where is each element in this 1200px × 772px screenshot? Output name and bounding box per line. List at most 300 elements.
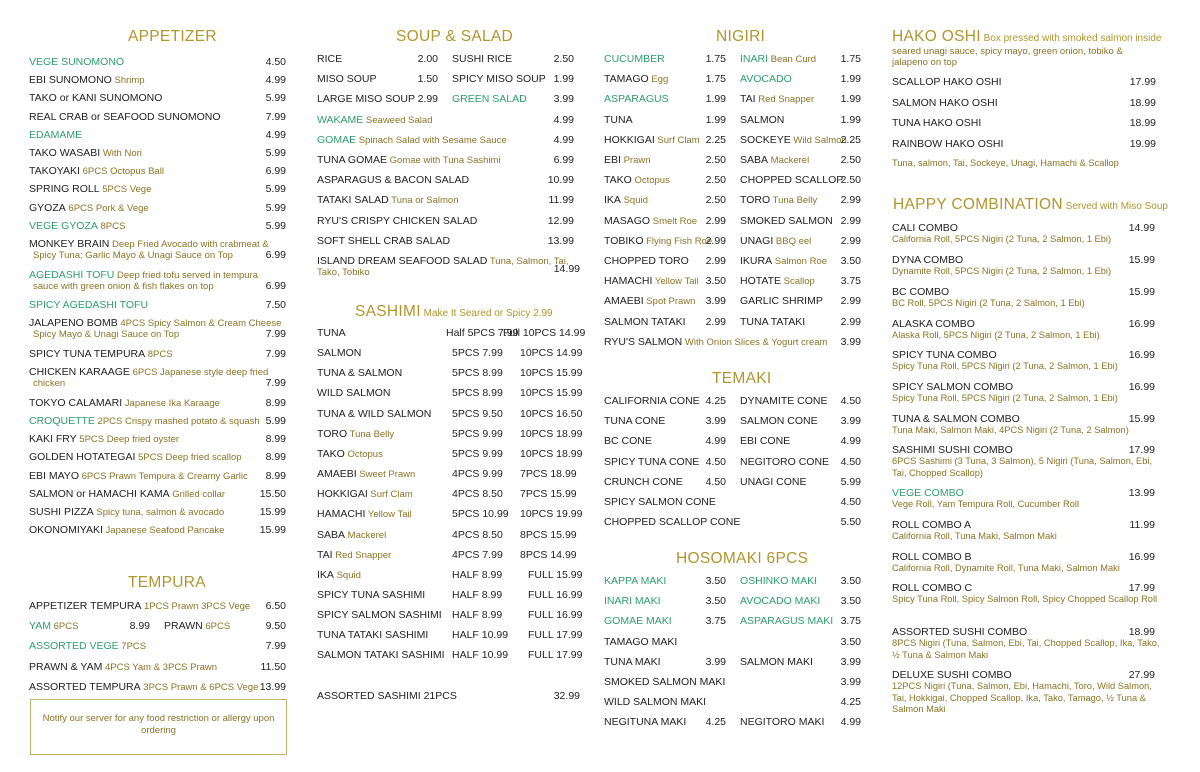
full-price: FULL 16.99: [528, 588, 583, 601]
item-desc: Japanese Ika Karaage: [122, 397, 220, 409]
combo-desc: California Roll, Dynamite Roll, Tuna Maki, Salmon Maki: [892, 563, 1120, 573]
menu-item: [29, 56, 124, 69]
section-subtitle: Served with Miso Soup: [1062, 201, 1168, 212]
item-name: SPICY AGEDASHI TOFU: [29, 299, 149, 312]
item-desc: Sweet Prawn: [356, 469, 416, 481]
item-price: 5.50: [840, 516, 861, 529]
item-price: 17.99: [1128, 444, 1155, 456]
item-name: CALI COMBO: [892, 222, 958, 234]
item-desc: Deep fried tofu served in tempura: [114, 269, 259, 281]
item-price: 27.99: [1128, 669, 1155, 681]
menu-item: [317, 215, 477, 228]
menu-item: [317, 408, 431, 421]
item-name: CRUNCH CONE: [604, 475, 683, 488]
menu-item: [740, 53, 816, 66]
item-name: LARGE MISO SOUP: [317, 93, 416, 106]
item-name: ROLL COMBO C: [892, 582, 973, 594]
menu-item: [317, 327, 346, 340]
item-price: 6.50: [265, 600, 286, 612]
item-name: REAL CRAB or SEAFOOD SUNOMONO: [29, 110, 221, 123]
item-desc: Grilled collar: [169, 488, 226, 500]
item-price: 3.99: [705, 655, 726, 668]
item-desc: Wild Salmon: [790, 134, 847, 146]
full-price: FULL 17.99: [528, 649, 583, 662]
item-price: 18.99: [1129, 96, 1156, 109]
menu-item: [740, 255, 827, 268]
menu-item: [604, 696, 706, 709]
item-price: 5.99: [265, 415, 286, 427]
menu-item: [740, 114, 784, 127]
half-price: 5PCS 9.50: [452, 407, 503, 420]
menu-item: [29, 220, 125, 233]
item-desc: Octopus: [344, 448, 383, 460]
full-price: 8PCS 15.99: [520, 528, 577, 541]
item-price: 18.99: [1129, 117, 1156, 129]
item-price: 1.99: [705, 93, 726, 106]
item-price: 13.99: [1128, 487, 1155, 499]
menu-item: [29, 129, 82, 142]
menu-item: [317, 529, 386, 542]
menu-item: [740, 235, 811, 248]
menu-item: [740, 716, 824, 729]
item-name: SASHIMI SUSHI COMBO: [892, 444, 1013, 456]
item-desc: Salmon Roe: [772, 256, 828, 267]
nigiri-header: [716, 28, 765, 46]
menu-item: [604, 456, 699, 469]
item-name: SALMON CONE: [740, 415, 818, 428]
section-subtitle: Make It Seared or Spicy 2.99: [420, 308, 553, 319]
item-name: SOFT SHELL CRAB SALAD: [317, 234, 451, 247]
menu-item: [740, 174, 843, 187]
item-price: 5.99: [265, 201, 286, 214]
item-price: 3.50: [840, 255, 861, 267]
temaki-header: [712, 370, 772, 388]
item-name: CHOPPED SCALLOP: [740, 174, 844, 187]
item-name: CUCUMBER: [604, 53, 665, 65]
menu-item: [604, 154, 651, 167]
menu-item: [740, 395, 828, 408]
item-price: 2.25: [705, 133, 726, 146]
half-price: 5PCS 9.99: [452, 447, 503, 460]
item-name: TUNA & SALMON: [317, 367, 403, 380]
combo-desc: Alaska Roll, 5PCS Nigiri (2 Tuna, 2 Salmon, 1 Ebi): [892, 330, 1100, 340]
combo-desc: BC Roll, 5PCS Nigiri (2 Tuna, 2 Salmon, 1 Ebi): [892, 298, 1085, 308]
menu-item: [29, 147, 142, 160]
item-name: TAI: [317, 548, 333, 561]
menu-item: [29, 506, 224, 519]
item-price: 14.99: [553, 263, 580, 275]
combo-desc: Tuna Maki, Salmon Maki, 4PCS Nigiri (2 Tuna, 2 Salmon): [892, 425, 1129, 435]
menu-item: [317, 468, 415, 481]
half-price: Half 5PCS 7.99: [446, 327, 519, 339]
item-name: TUNA TATAKI: [740, 315, 806, 328]
menu-item: [892, 117, 981, 130]
menu-item: [317, 508, 412, 521]
item-name: TUNA: [604, 113, 633, 126]
item-name: CHOPPED SCALLOP CONE: [604, 516, 741, 529]
item-desc: 1PCS Prawn 3PCS Vege: [141, 601, 251, 612]
menu-item: [892, 97, 998, 110]
item-desc: Tuna or Salmon: [388, 195, 459, 207]
soup-salad-header: [396, 28, 513, 46]
item-name: SPICY SALMON COMBO: [892, 381, 1014, 393]
item-name: OKONOMIYAKI: [29, 524, 103, 537]
menu-item: [740, 656, 813, 669]
item-name: IKURA: [740, 255, 773, 267]
half-price: 4PCS 7.99: [452, 548, 503, 561]
item-name: TOKYO CALAMARI: [29, 396, 123, 409]
combo-desc: 6PCS Sashimi (3 Tuna, 3 Salmon), 5 Nigiri (Tuna, Salmon, Ebi, Tai, Chopped Scallop): [892, 456, 1153, 478]
full-price: 10PCS 16.50: [520, 407, 583, 420]
menu-item: [29, 640, 146, 653]
menu-item: [604, 716, 686, 729]
item-price: 1.99: [705, 113, 726, 126]
item-price: 15.99: [259, 524, 286, 537]
item-name: TAKO WASABI: [29, 147, 101, 159]
menu-item: [317, 114, 432, 127]
item-price: 1.75: [705, 53, 726, 65]
combo-desc: 12PCS Nigiri (Tuna, Salmon, Ebi, Hamachi, Toro, Wild Salmon, Tai, Hokkigai, Chopped Scallop, Ika, Tako, Tamago, ½ Tuna & Salmon Maki: [892, 681, 1152, 714]
item-desc: 4PCS Yam & 3PCS Prawn: [102, 661, 218, 673]
section-title: TEMAKI: [712, 370, 772, 387]
item-name: AMAEBI: [317, 468, 357, 481]
section-title: SOUP & SALAD: [396, 28, 514, 45]
item-price: 3.99: [705, 295, 726, 308]
item-name: ASSORTED VEGE: [29, 640, 119, 653]
menu-item: [317, 448, 383, 461]
item-name: TUNA HAKO OSHI: [892, 117, 982, 129]
menu-item: [317, 589, 425, 602]
item-price: 14.99: [1128, 222, 1155, 234]
item-price: 5.99: [265, 92, 286, 105]
combo-desc: Spicy Tuna Roll, 5PCS Nigiri (2 Tuna, 2 Salmon, 1 Ebi): [892, 393, 1118, 403]
item-name: HAMACHI: [604, 275, 653, 288]
item-price: 1.99: [840, 113, 861, 126]
item-price: 3.50: [705, 575, 726, 587]
item-price: 3.99: [840, 415, 861, 428]
item-price: 5.99: [840, 475, 861, 488]
item-name: BC COMBO: [892, 286, 950, 298]
item-price: 5.99: [265, 219, 286, 232]
item-price: 1.75: [705, 73, 726, 86]
section-title: HAKO OSHI: [892, 28, 981, 45]
item-desc: Squid: [333, 569, 361, 581]
menu-item: [29, 348, 173, 361]
item-desc: Spicy tuna, salmon & avocado: [93, 507, 225, 518]
full-price: 7PCS 18.99: [520, 468, 577, 481]
item-price: 11.99: [1129, 519, 1155, 531]
menu-item: [452, 53, 512, 66]
item-desc: Prawn: [620, 155, 651, 166]
item-name: PRAWN & YAM: [29, 660, 103, 673]
item-name: AVOCADO MAKI: [740, 595, 821, 608]
combo-desc: California Roll, 5PCS Nigiri (2 Tuna, 2 Salmon, 1 Ebi): [892, 234, 1112, 244]
item-name: TORO: [317, 427, 348, 440]
menu-item: [452, 93, 527, 106]
item-price: 1.50: [417, 73, 438, 86]
menu-item: [317, 387, 391, 400]
item-price: 2.99: [705, 315, 726, 328]
item-price: 4.25: [705, 395, 726, 407]
menu-item: [604, 415, 665, 428]
menu-item: [604, 275, 699, 288]
half-price: HALF 10.99: [452, 649, 509, 662]
item-name: JALAPENO BOMB: [29, 317, 118, 330]
item-name: TUNA TATAKI SASHIMI: [317, 629, 429, 642]
item-price: 3.50: [840, 595, 861, 608]
half-price: 5PCS 8.99: [452, 367, 503, 380]
item-price: 8.99: [265, 396, 286, 409]
item-desc: Spinach Salad with Sesame Sauce: [356, 134, 507, 146]
item-price: 3.75: [840, 275, 861, 288]
item-price: 4.99: [840, 435, 861, 448]
item-name: AMAEBI: [604, 295, 644, 308]
item-name: CHICKEN KARAAGE: [29, 366, 130, 379]
menu-item: [29, 661, 217, 674]
menu-item: [317, 194, 459, 207]
item-name: WILD SALMON MAKI: [604, 696, 707, 709]
item-price: 7.99: [265, 377, 286, 390]
combo-desc: 8PCS Nigiri (Tuna, Salmon, Ebi, Tai, Chopped Scallop, Ika, Tako, ½ Tuna & Salmon Maki: [892, 638, 1160, 660]
item-price: 17.99: [1129, 76, 1156, 88]
menu-item: [29, 433, 179, 446]
item-desc: Yellow Tail: [365, 509, 412, 521]
section-title: APPETIZER: [128, 28, 217, 45]
menu-item: [740, 316, 805, 329]
item-name: GARLIC SHRIMP: [740, 295, 823, 308]
menu-item: [317, 73, 377, 86]
item-name: TUNA & SALMON COMBO: [892, 413, 1020, 425]
menu-item: [604, 93, 669, 106]
half-price: 4PCS 9.99: [452, 468, 503, 481]
item-name: EBI CONE: [740, 435, 791, 448]
item-name: SPICY TUNA COMBO: [892, 349, 997, 361]
item-price: 2.99: [840, 214, 861, 227]
menu-item: [604, 595, 661, 608]
item-price: 6.99: [265, 249, 286, 261]
item-desc: Japanese Seafood Pancake: [102, 525, 225, 537]
item-name: NEGITUNA MAKI: [604, 716, 687, 729]
item-price: 9.50: [265, 620, 286, 633]
half-price: HALF 8.99: [452, 609, 503, 622]
half-price: 4PCS 8.50: [452, 488, 503, 501]
item-desc: Deep Fried Avocado with crabmeat &: [109, 239, 269, 250]
item-price: 10.99: [547, 174, 574, 187]
item-price: 11.50: [260, 660, 286, 673]
item-name: HOKKIGAI: [604, 133, 655, 146]
item-desc-line2: chicken: [33, 378, 66, 390]
item-name: SPICY SALMON CONE: [604, 496, 716, 508]
item-name: HOKKIGAI: [317, 488, 368, 501]
item-price: 32.99: [553, 690, 580, 702]
item-desc-line2: sauce with green onion & fish flakes on top: [33, 280, 214, 292]
item-name: APPETIZER TEMPURA: [29, 600, 142, 612]
combo-desc: Spicy Tuna Roll, Spicy Salmon Roll, Spicy Chopped Scallop Roll: [892, 594, 1158, 604]
item-name: ROLL COMBO B: [892, 551, 972, 563]
item-price: 16.99: [1128, 551, 1155, 563]
half-price: HALF 8.99: [452, 568, 503, 581]
menu-item: [317, 154, 501, 167]
item-name: SPICY TUNA CONE: [604, 455, 700, 468]
menu-item: [452, 73, 546, 86]
item-name: CROQUETTE: [29, 415, 95, 427]
item-price: 1.75: [840, 53, 861, 65]
item-name: SPICY TUNA SASHIMI: [317, 588, 426, 601]
item-name: SPRING ROLL: [29, 183, 100, 196]
item-desc: Smelt Roe: [650, 215, 698, 227]
full-price: 10PCS 18.99: [520, 427, 583, 440]
item-price: 2.50: [705, 174, 726, 187]
item-name: CALIFORNIA CONE: [604, 395, 700, 407]
item-desc: 5PCS Deep fried oyster: [76, 434, 180, 446]
item-price: 4.99: [265, 74, 286, 87]
menu-item: [317, 53, 342, 66]
item-name: SALMON TATAKI: [604, 315, 686, 328]
section-title: SASHIMI: [355, 303, 421, 320]
item-desc: Squid: [620, 195, 648, 207]
item-name: ASPARAGUS MAKI: [740, 615, 834, 628]
menu-item: [29, 165, 164, 178]
full-price: 7PCS 15.99: [520, 488, 577, 501]
menu-item: [317, 174, 469, 187]
menu-item: [892, 76, 1002, 89]
item-desc: Red Snapper: [755, 94, 815, 106]
item-name: GOMAE MAKI: [604, 615, 672, 628]
item-price: 2.99: [705, 255, 726, 267]
item-name: RICE: [317, 53, 343, 65]
appetizer-header: [128, 28, 217, 46]
item-price: 8.99: [265, 469, 286, 482]
item-price: 4.99: [840, 716, 861, 729]
item-name: WAKAME: [317, 113, 364, 126]
item-name: SALMON: [740, 113, 785, 126]
item-desc: Shrimp: [111, 75, 145, 87]
menu-item: [604, 235, 712, 248]
item-desc: Seaweed Salad: [363, 114, 433, 126]
menu-item: [740, 194, 817, 207]
item-price: 7.99: [265, 348, 286, 360]
item-desc: Mackerel: [345, 529, 387, 541]
item-price: 8.99: [265, 433, 286, 446]
item-desc: 3PCS Prawn & 6PCS Vege: [140, 681, 259, 693]
item-price: 8.99: [265, 451, 286, 464]
menu-item: [317, 629, 428, 642]
menu-item: [604, 676, 725, 689]
item-desc: 6PCS: [50, 621, 79, 633]
item-name: SABA: [317, 528, 346, 541]
item-desc: Gomae with Tuna Sashimi: [387, 155, 501, 166]
item-price: 4.50: [840, 395, 861, 407]
hosomaki-header: [676, 550, 808, 568]
menu-item: [604, 295, 695, 308]
item-desc: Mackerel: [768, 155, 810, 166]
item-name: EBI: [604, 154, 621, 166]
item-desc: 6PCS Pork & Vege: [65, 202, 149, 214]
menu-item: [604, 255, 689, 268]
full-price: Full 10PCS 14.99: [503, 327, 586, 339]
item-name: WILD SALMON: [317, 387, 391, 400]
item-price: 7.50: [265, 299, 286, 312]
item-price: 1.99: [840, 93, 861, 106]
item-desc: BBQ eel: [773, 235, 812, 247]
item-name: TAKOYAKI: [29, 165, 80, 178]
menu-item: [317, 569, 361, 582]
item-price: 3.50: [840, 575, 861, 587]
menu-item: [317, 690, 457, 703]
item-price: 2.00: [417, 53, 438, 65]
item-price: 2.25: [840, 133, 861, 146]
item-desc-line2: Spicy Mayo & Unagi Sauce on Top: [33, 329, 180, 341]
item-price: 13.99: [259, 680, 286, 693]
item-price: 2.99: [705, 214, 726, 227]
item-desc: Flying Fish Roe: [643, 235, 713, 247]
item-name: GYOZA: [29, 201, 66, 214]
item-name: INARI: [740, 53, 769, 65]
item-price: 2.99: [705, 234, 726, 247]
item-name: TAMAGO MAKI: [604, 635, 678, 648]
item-name: SPICY SALMON SASHIMI: [317, 609, 442, 622]
full-price: 10PCS 18.99: [520, 447, 583, 460]
menu-item: [29, 600, 250, 613]
happy-combination-header: [893, 196, 1168, 214]
item-name: TORO: [740, 194, 771, 207]
menu-item: [604, 435, 652, 448]
item-desc-line2: Tako, Tobiko: [317, 267, 370, 278]
menu-item: [317, 235, 450, 248]
menu-item: [604, 316, 686, 329]
item-price: 2.99: [840, 315, 861, 328]
item-name: SALMON HAKO OSHI: [892, 96, 998, 109]
menu-item: [604, 656, 661, 669]
half-price: 5PCS 8.99: [452, 387, 503, 400]
section-title: TEMPURA: [128, 574, 206, 591]
full-price: FULL 15.99: [528, 568, 583, 581]
item-price: 2.99: [840, 194, 861, 207]
combo-desc: Dynamite Roll, 5PCS Nigiri (2 Tuna, 2 Salmon, 1 Ebi): [892, 266, 1112, 276]
item-name: GOLDEN HOTATEGAI: [29, 451, 136, 464]
item-name: MISO SOUP: [317, 73, 377, 86]
item-price: 15.99: [1128, 254, 1155, 266]
item-desc: 6PCS Octopus Ball: [79, 166, 164, 178]
item-desc: With Onion Slices & Yogurt cream: [682, 337, 828, 348]
menu-item: [604, 395, 700, 408]
menu-item: [29, 183, 151, 196]
menu-item: [29, 202, 149, 215]
menu-item: [29, 488, 225, 501]
item-price: 2.99: [417, 93, 438, 106]
item-desc: Yellow Tail: [652, 276, 699, 288]
half-price: HALF 10.99: [452, 629, 509, 642]
item-name: TATAKI SALAD: [317, 194, 389, 207]
item-price: 6.99: [265, 279, 286, 292]
item-price: 1.99: [840, 73, 861, 86]
item-price: 4.50: [840, 496, 861, 508]
item-price: 16.99: [1128, 381, 1155, 393]
full-price: FULL 16.99: [528, 609, 583, 622]
item-price: 4.25: [705, 716, 726, 729]
menu-item: [29, 620, 78, 633]
full-price: 8PCS 14.99: [520, 548, 577, 561]
full-price: 10PCS 15.99: [520, 367, 583, 380]
half-price: 5PCS 7.99: [452, 347, 503, 360]
menu-item: [740, 575, 817, 588]
item-name: TUNA MAKI: [604, 655, 661, 668]
item-name: GOMAE: [317, 133, 357, 146]
menu-item: [317, 428, 394, 441]
item-price: 3.99: [705, 415, 726, 428]
rainbow-desc: Tuna, salmon, Tai, Sockeye, Unagi, Hamachi & Scallop: [892, 158, 1119, 168]
menu-item: [740, 595, 820, 608]
